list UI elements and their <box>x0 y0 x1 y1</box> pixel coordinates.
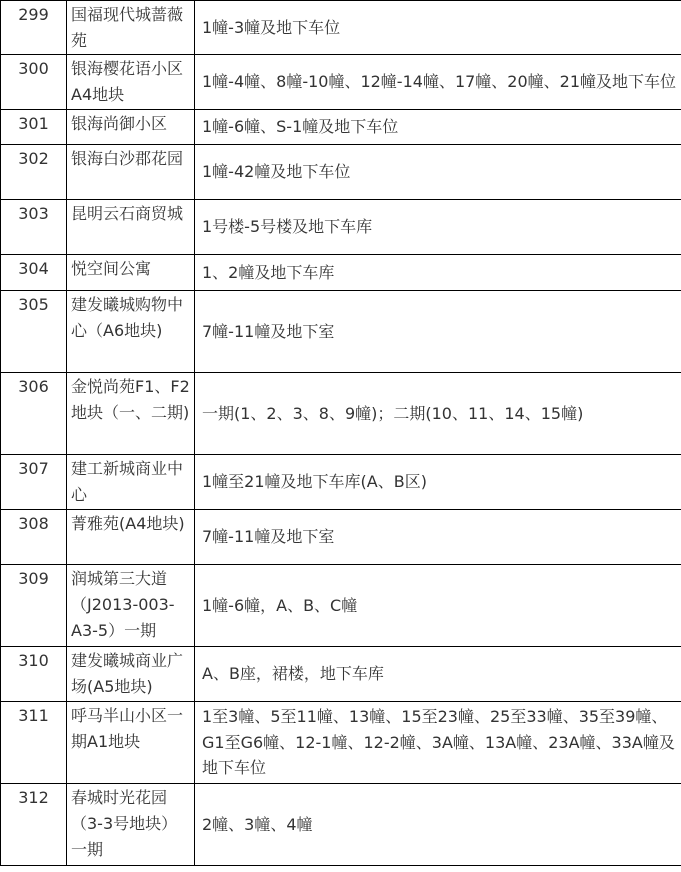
table-row <box>1 784 681 866</box>
table-row <box>1 373 681 455</box>
project-name-cell: 建发曦城商业广场(A5地块) <box>67 647 195 702</box>
project-name-cell: 国福现代城蔷薇苑 <box>67 1 195 55</box>
project-name-cell: 银海白沙郡花园 <box>67 145 195 200</box>
scope-cell: 1幢-3幢及地下车位 <box>195 1 681 55</box>
scope-cell: A、B座，裙楼，地下车库 <box>195 647 681 702</box>
table-row <box>1 510 681 565</box>
row-number-cell: 307 <box>1 455 67 510</box>
scope-cell: 2幢、3幢、4幢 <box>195 784 681 866</box>
scope-cell: 1幢-42幢及地下车位 <box>195 145 681 200</box>
project-name-cell: 建工新城商业中心 <box>67 455 195 510</box>
scope-cell: 1幢至21幢及地下车库(A、B区) <box>195 455 681 510</box>
project-name-cell: 昆明云石商贸城 <box>67 200 195 255</box>
table-row <box>1 702 681 784</box>
project-name-cell: 春城时光花园（3-3号地块）一期 <box>67 784 195 866</box>
row-number-cell: 306 <box>1 373 67 455</box>
scope-cell: 1、2幢及地下车库 <box>195 255 681 291</box>
project-name-cell: 呼马半山小区一期A1地块 <box>67 702 195 784</box>
table-row <box>1 565 681 647</box>
row-number-cell: 299 <box>1 1 67 55</box>
scope-cell: 7幢-11幢及地下室 <box>195 510 681 565</box>
scope-cell: 7幢-11幢及地下室 <box>195 291 681 373</box>
row-number-cell: 311 <box>1 702 67 784</box>
table-row <box>1 145 681 200</box>
row-number-cell: 301 <box>1 110 67 145</box>
project-name-cell: 润城第三大道（J2013-003-A3-5）一期 <box>67 565 195 647</box>
project-name-cell: 金悦尚苑F1、F2地块（一、二期) <box>67 373 195 455</box>
scope-cell: 1幢-6幢，A、B、C幢 <box>195 565 681 647</box>
table-row <box>1 647 681 702</box>
scope-cell: 1号楼-5号楼及地下车库 <box>195 200 681 255</box>
table-row <box>1 200 681 255</box>
row-number-cell: 309 <box>1 565 67 647</box>
row-number-cell: 302 <box>1 145 67 200</box>
scope-cell: 1至3幢、5至11幢、13幢、15至23幢、25至33幢、35至39幢、G1至G6幢、12-1幢、12-2幢、3A幢、13A幢、23A幢、33A幢及地下车位 <box>195 702 681 784</box>
project-name-cell: 银海樱花语小区A4地块 <box>67 55 195 110</box>
table-row <box>1 455 681 510</box>
scope-cell: 1幢-6幢、S-1幢及地下车位 <box>195 110 681 145</box>
row-number-cell: 310 <box>1 647 67 702</box>
table-row <box>1 55 681 110</box>
row-number-cell: 312 <box>1 784 67 866</box>
table-row <box>1 110 681 145</box>
project-name-cell: 菁雅苑(A4地块) <box>67 510 195 565</box>
table-row <box>1 255 681 291</box>
row-number-cell: 304 <box>1 255 67 291</box>
project-name-cell: 悦空间公寓 <box>67 255 195 291</box>
scope-cell: 一期(1、2、3、8、9幢)；二期(10、11、14、15幢) <box>195 373 681 455</box>
row-number-cell: 308 <box>1 510 67 565</box>
row-number-cell: 305 <box>1 291 67 373</box>
project-name-cell: 建发曦城购物中心（A6地块) <box>67 291 195 373</box>
table-row <box>1 1 681 55</box>
row-number-cell: 303 <box>1 200 67 255</box>
scope-cell: 1幢-4幢、8幢-10幢、12幢-14幢、17幢、20幢、21幢及地下车位 <box>195 55 681 110</box>
project-name-cell: 银海尚御小区 <box>67 110 195 145</box>
row-number-cell: 300 <box>1 55 67 110</box>
table-body <box>1 1 681 866</box>
table-row <box>1 291 681 373</box>
